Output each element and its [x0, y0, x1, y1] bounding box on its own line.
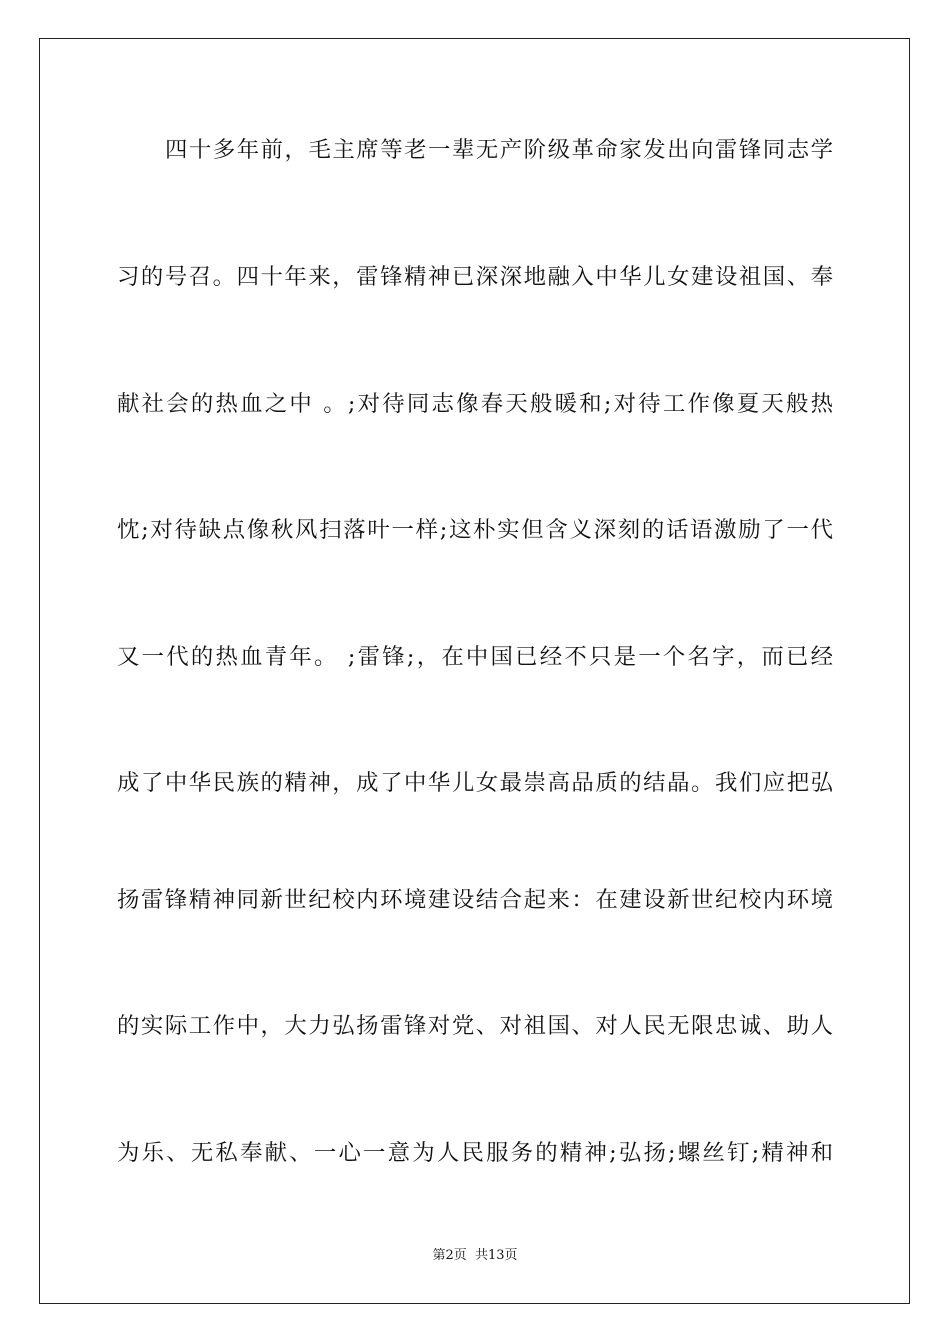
paragraph-line: 为乐、无私奉献、一心一意为人民服务的精神;弘扬;螺丝钉;精神和 — [117, 1140, 833, 1166]
paragraph-line: 忱;对待缺点像秋风扫落叶一样;这朴实但含义深刻的话语激励了一代 — [117, 517, 833, 543]
paragraph-line: 献社会的热血之中 。;对待同志像春天般暖和;对待工作像夏天般热 — [117, 391, 833, 417]
paragraph-line: 四十多年前，毛主席等老一辈无产阶级革命家发出向雷锋同志学 — [165, 137, 833, 163]
paragraph-line: 的实际工作中，大力弘扬雷锋对党、对祖国、对人民无限忠诚、助人 — [117, 1013, 833, 1039]
page-number-footer: 第2页 共13页 — [432, 1248, 518, 1263]
paragraph-line: 成了中华民族的精神，成了中华儿女最崇高品质的结晶。我们应把弘 — [117, 770, 833, 796]
paragraph-line: 习的号召。四十年来，雷锋精神已深深地融入中华儿女建设祖国、奉 — [117, 264, 833, 290]
paragraph-line: 又一代的热血青年。 ;雷锋;，在中国已经不只是一个名字，而已经 — [117, 644, 833, 670]
paragraph-line: 扬雷锋精神同新世纪校内环境建设结合起来：在建设新世纪校内环境 — [117, 887, 833, 913]
